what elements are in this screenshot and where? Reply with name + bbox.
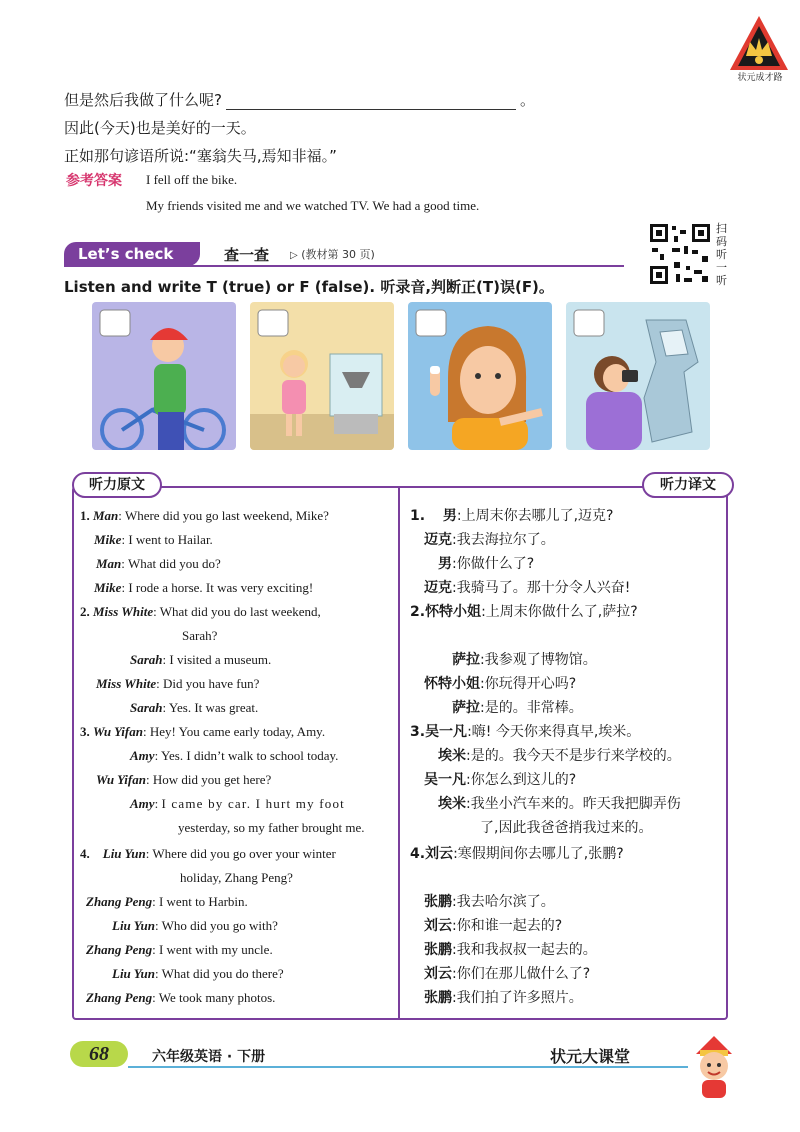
speaker: 埃米 [438, 748, 466, 764]
english-line [180, 869, 293, 887]
utterance: Did you have fun? [162, 676, 260, 691]
speaker: Man [93, 508, 119, 523]
chinese-line: 埃米:我坐小汽车来的。昨天我把脚弄伤 [438, 796, 681, 812]
speaker: 张鹏 [424, 942, 452, 958]
chinese-line: 3.吴一凡:嗨! 今天你来得真早,埃米。 [410, 724, 641, 740]
english-line: Zhang Peng: We took many photos. [86, 990, 276, 1005]
intro-question: 但是然后我做了什么呢? [64, 91, 222, 109]
speaker: Wu Yifan [96, 772, 146, 787]
item-number: 4. [80, 846, 90, 861]
english-line: Mike: I rode a horse. It was very exciting! [94, 580, 314, 595]
picture-1 [92, 302, 236, 450]
item-number: 2. [410, 604, 426, 620]
utterance: What did you do last weekend, [159, 604, 321, 619]
utterance: 你和谁一起去的? [456, 918, 563, 934]
utterance: 嗨! 今天你来得真早,埃米。 [471, 724, 641, 740]
utterance: I visited a museum. [169, 652, 272, 667]
speaker: Sarah [130, 652, 163, 667]
speaker: Liu Yun [112, 918, 156, 933]
utterance: 你做什么了? [456, 556, 535, 572]
chinese-line: 萨拉:我参观了博物馆。 [452, 652, 597, 668]
reference-answer-line-2: My friends visited me and we watched TV. We had a good time. [146, 198, 480, 213]
book-title: 六年级英语 · 下册 [152, 1049, 266, 1065]
instruction: Listen and write T (true) or F (false). 听录音,判断正(T)误(F)。 [64, 278, 554, 296]
chinese-line: 男:你做什么了? [438, 556, 535, 572]
utterance: 上周末你去哪儿了,迈克? [461, 508, 614, 524]
speaker: 迈克 [424, 532, 452, 548]
speaker: 萨拉 [452, 652, 480, 668]
speaker: Zhang Peng [86, 894, 153, 909]
chinese-line: 吴一凡:你怎么到这儿的? [424, 772, 577, 788]
speaker: 萨拉 [452, 700, 480, 716]
picture-4 [566, 302, 710, 450]
utterance: Yes. I didn’t walk to school today. [160, 748, 339, 763]
utterance: 你们在那儿做什么了? [456, 966, 591, 982]
utterance: 我骑马了。那十分令人兴奋! [456, 580, 631, 596]
girl-in-museum-illustration [250, 302, 394, 450]
chinese-line: 怀特小姐:你玩得开心吗? [424, 676, 577, 692]
speaker: Zhang Peng [86, 942, 153, 957]
utterance: 是的。非常棒。 [484, 700, 583, 716]
boy-with-camera-illustration [566, 302, 710, 450]
speaker: Mike [94, 532, 122, 547]
chinese-line: 刘云:你们在那儿做什么了? [424, 966, 591, 982]
item-number: 1. [80, 508, 90, 523]
utterance: yesterday, so my father brought me. [178, 820, 365, 835]
speaker: 刘云 [424, 918, 452, 934]
english-line: 3. Wu Yifan: Hey! You came early today, Amy. [80, 724, 326, 739]
speaker: 怀特小姐 [425, 604, 482, 620]
item-number: 2. [80, 604, 90, 619]
english-line: 1. Man: Where did you go last weekend, Mike? [80, 508, 329, 523]
speaker: Wu Yifan [93, 724, 143, 739]
section-rule [64, 265, 624, 267]
utterance: 我去哈尔滨了。 [456, 894, 555, 910]
english-line: Sarah: I visited a museum. [130, 652, 272, 667]
reference-answer-label: 参考答案 [66, 173, 122, 189]
utterance: 你玩得开心吗? [484, 676, 577, 692]
speaker: Man [96, 556, 122, 571]
item-number: 1. [410, 508, 426, 524]
intro-line-2: 因此(今天)也是美好的一天。 [64, 119, 256, 137]
english-line [182, 627, 217, 645]
speaker: 迈克 [424, 580, 452, 596]
original-text-tag: 听力原文 [72, 472, 162, 498]
utterance: How did you get here? [152, 772, 272, 787]
utterance: I went to Harbin. [158, 894, 248, 909]
qr-code-icon[interactable] [648, 222, 712, 286]
utterance: Yes. It was great. [168, 700, 259, 715]
utterance: Where did you go over your winter [152, 846, 336, 861]
english-line: Liu Yun: Who did you go with? [112, 918, 278, 933]
speaker: Miss White [93, 604, 154, 619]
utterance: I went to Hailar. [128, 532, 213, 547]
speaker: 张鹏 [424, 990, 452, 1006]
utterance: What did you do? [127, 556, 221, 571]
utterance: Who did you go with? [161, 918, 278, 933]
reference-answer-line-1: I fell off the bike. [146, 172, 238, 187]
english-line: Miss White: Did you have fun? [96, 676, 260, 691]
utterance: I went with my uncle. [158, 942, 273, 957]
english-line: Man: What did you do? [96, 556, 221, 571]
utterance: 我和我叔叔一起去的。 [456, 942, 597, 958]
speaker: Sarah [130, 700, 163, 715]
english-line: Liu Yun: What did you do there? [112, 966, 284, 981]
utterance: holiday, Zhang Peng? [180, 870, 293, 885]
chinese-line: 萨拉:是的。非常棒。 [452, 700, 583, 716]
utterance: 你怎么到这儿的? [470, 772, 577, 788]
utterance: 我们拍了许多照片。 [456, 990, 583, 1006]
picture-2 [250, 302, 394, 450]
speaker: 埃米 [438, 796, 466, 812]
utterance: Sarah? [182, 628, 218, 643]
picture-3 [408, 302, 552, 450]
chinese-line: 张鹏:我和我叔叔一起去的。 [424, 942, 597, 958]
utterance: I rode a horse. It was very exciting! [128, 580, 314, 595]
english-line [178, 819, 365, 837]
speaker: Liu Yun [102, 846, 146, 861]
chinese-line: 2.怀特小姐:上周末你做什么了,萨拉? [410, 604, 638, 620]
utterance: 了,因此我爸爸捎我过来的。 [480, 820, 653, 836]
item-number: 3. [410, 724, 426, 740]
speaker: 怀特小姐 [424, 676, 480, 692]
english-line: Amy: I came by car. I hurt my foot [130, 796, 345, 811]
speaker: Zhang Peng [86, 990, 153, 1005]
utterance: 我坐小汽车来的。昨天我把脚弄伤 [470, 796, 681, 812]
utterance: I came by car. I hurt my foot [161, 796, 345, 811]
item-number: 3. [80, 724, 90, 739]
translation-tag: 听力译文 [642, 472, 734, 498]
english-line: Sarah: Yes. It was great. [130, 700, 259, 715]
chinese-line: 张鹏:我们拍了许多照片。 [424, 990, 583, 1006]
play-icon: ▷ [290, 250, 298, 261]
utterance: 上周末你做什么了,萨拉? [485, 604, 638, 620]
speaker: 男 [442, 508, 457, 524]
utterance: 寒假期间你去哪儿了,张鹏? [457, 846, 624, 862]
speaker: Miss White [96, 676, 157, 691]
scan-to-listen-label: 扫码听一听 [716, 222, 727, 287]
intro-line-1 [64, 90, 535, 110]
speaker: 吴一凡 [425, 724, 468, 740]
english-line: Amy: Yes. I didn’t walk to school today. [130, 748, 339, 763]
utterance: 我参观了博物馆。 [484, 652, 597, 668]
english-line: 4. Liu Yun: Where did you go over your winter [80, 846, 336, 861]
chinese-line: 4.刘云:寒假期间你去哪儿了,张鹏? [410, 846, 624, 862]
chinese-line: 埃米:是的。我今天不是步行来学校的。 [438, 748, 681, 764]
cartoon-mascot-icon [686, 1032, 742, 1100]
utterance: 是的。我今天不是步行来学校的。 [470, 748, 681, 764]
textbook-reference [290, 246, 375, 262]
utterance: What did you do there? [161, 966, 284, 981]
chinese-line: 刘云:你和谁一起去的? [424, 918, 563, 934]
chinese-line [480, 819, 652, 837]
chinese-line: 张鹏:我去哈尔滨了。 [424, 894, 555, 910]
answer-blank [226, 94, 516, 110]
lets-check-tag: Let’s check [64, 242, 200, 266]
utterance: Where did you go last weekend, Mike? [124, 508, 329, 523]
brand-name: 状元大课堂 [550, 1047, 631, 1066]
utterance: 我去海拉尔了。 [456, 532, 555, 548]
textbook-page: (教材第 30 页) [301, 248, 375, 261]
speaker: 张鹏 [424, 894, 452, 910]
english-line: 2. Miss White: What did you do last weekend, [80, 604, 321, 619]
chinese-line: 1. 男:上周末你去哪儿了,迈克? [410, 508, 614, 524]
utterance: We took many photos. [158, 990, 276, 1005]
english-line: Mike: I went to Hailar. [94, 532, 213, 547]
woman-with-finger-illustration [408, 302, 552, 450]
page-number: 68 [70, 1041, 128, 1067]
speaker: Liu Yun [112, 966, 156, 981]
english-line: Wu Yifan: How did you get here? [96, 772, 272, 787]
speaker: 刘云 [425, 846, 454, 862]
chinese-line: 迈克:我骑马了。那十分令人兴奋! [424, 580, 631, 596]
english-line: Zhang Peng: I went to Harbin. [86, 894, 248, 909]
speaker: 吴一凡 [424, 772, 466, 788]
english-line: Zhang Peng: I went with my uncle. [86, 942, 273, 957]
item-number: 4. [410, 846, 426, 862]
speaker: Amy [130, 748, 155, 763]
check-title: 查一查 [224, 246, 270, 264]
speaker: 男 [438, 556, 452, 572]
utterance: Hey! You came early today, Amy. [149, 724, 326, 739]
speaker: 刘云 [424, 966, 452, 982]
intro-period: 。 [519, 91, 535, 109]
logo-text: 状元成才路 [737, 73, 783, 83]
panel-divider [398, 486, 400, 1020]
boy-with-bike-illustration [92, 302, 236, 450]
speaker: Amy [130, 796, 155, 811]
speaker: Mike [94, 580, 122, 595]
intro-line-3: 正如那句谚语所说:“塞翁失马,焉知非福。” [64, 147, 337, 165]
chinese-line: 迈克:我去海拉尔了。 [424, 532, 555, 548]
